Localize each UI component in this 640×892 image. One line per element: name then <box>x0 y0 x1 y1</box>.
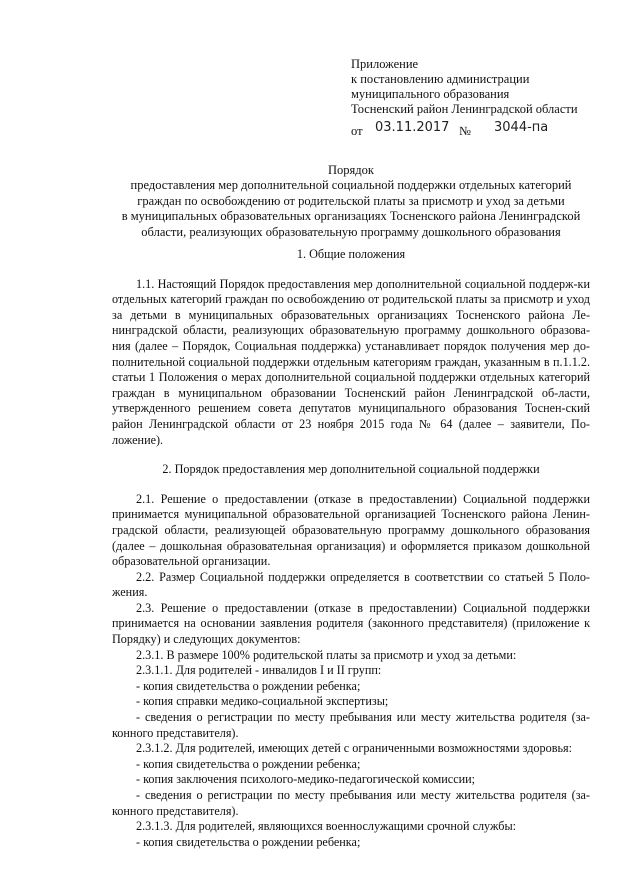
list-item: - сведения о регистрации по месту пребывания или месту жительства родителя (за-конного представителя). <box>112 788 590 818</box>
section-heading: 2. Порядок предоставления мер дополнительной социальной поддержки <box>162 462 540 477</box>
title-line: области, реализующих образовательную программу дошкольного образования <box>141 224 561 239</box>
list-item: - сведения о регистрации по месту пребывания или месту жительства родителя (за-конного представителя). <box>112 710 590 740</box>
list-item: - копия свидетельства о рождении ребенка; <box>136 834 361 849</box>
title-heading: Порядок <box>328 163 374 177</box>
title-line: предоставления мер дополнительной социальной поддержки отдельных категорий <box>130 178 572 193</box>
list-item: - копия справки медико-социальной экспертизы; <box>136 694 389 709</box>
appendix-header <box>351 57 578 117</box>
from-label: от <box>351 124 363 138</box>
appendix-line: муниципального образования <box>351 87 510 101</box>
title-line: в муниципальных образовательных организациях Тосненского района Ленинградской <box>121 209 581 224</box>
paragraph-2-3-1-3: 2.3.1.3. Для родителей, являющихся военнослужащими срочной службы: <box>136 819 517 834</box>
list-item: - копия свидетельства о рождении ребенка; <box>136 756 361 771</box>
paragraph-2-3-1-1: 2.3.1.1. Для родителей - инвалидов I и II групп: <box>136 663 382 678</box>
section-heading: 1. Общие положения <box>296 247 406 261</box>
appendix-line: к постановлению администрации <box>351 72 530 86</box>
list-item: - копия заключения психолого-медико-педагогической комиссии; <box>136 772 476 787</box>
handwritten-number: 3044-па <box>494 120 549 135</box>
appendix-line: Приложение <box>351 57 419 71</box>
list-item: - копия свидетельства о рождении ребенка; <box>136 678 361 693</box>
paragraph-2-2: 2.2. Размер Социальной поддержки определяется в соответствии со статьей 5 Поло-жения. <box>112 569 590 600</box>
paragraph-2-3: 2.3. Решение о предоставлении (отказе в предоставлении) Социальной поддержки принимается на основании заявления родителя (законного представителя) (приложение к Порядку) и следующих документов: <box>112 600 590 647</box>
handwritten-date: 03.11.2017 <box>375 120 450 135</box>
document-body <box>112 247 590 850</box>
paragraph-1-1: 1.1. Настоящий Порядок предоставления мер дополнительной социальной поддерж-ки отдельных категорий граждан по освобождению от родительской платы за присмотр и уход за детьми в муниципальных образовательных организациях Тосненского района Ле-нинградской области, реализующих образовательную программу дошкольного образова-ния (далее – Порядок, Социальная поддержка) устанавливает порядок получения мер до-полнительной социальной поддержки отдельным категориям граждан, указанным в п.1.1.2. статьи 1 Положения о мерах дополнительной социальной поддержки отдельных категорий граждан в муниципальном образовании Тосненский район Ленинградской об-ласти, утвержденного решением совета депутатов муниципального образования Тоснен-ский район Ленинградской области от 23 ноября 2015 года № 64 (далее – заявители, По-ложение). <box>112 276 590 447</box>
number-label: № <box>459 124 471 138</box>
document-title <box>112 163 590 240</box>
title-line: граждан по освобождению от родительской платы за присмотр и уход за детьми <box>137 193 565 208</box>
paragraph-2-3-1-2: 2.3.1.2. Для родителей, имеющих детей с ограниченными возможностями здоровья: <box>136 741 573 756</box>
paragraph-2-1: 2.1. Решение о предоставлении (отказе в предоставлении) Социальной поддержки принимается муниципальной образовательной организацией Тосненского района Ленин-градской области, реализующей образовательную программу дошкольного образования (далее – дошкольная образовательная организация) и оформляется приказом дошкольной образовательной организации. <box>112 491 590 569</box>
appendix-line: Тосненский район Ленинградской области <box>351 102 578 116</box>
paragraph-2-3-1: 2.3.1. В размере 100% родительской платы за присмотр и уход за детьми: <box>136 647 517 662</box>
